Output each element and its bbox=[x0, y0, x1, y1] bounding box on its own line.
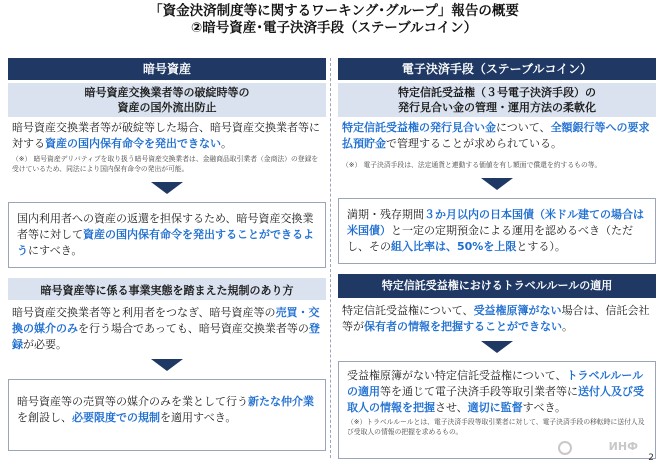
highlight-text: 新たな仲介業 bbox=[248, 395, 314, 408]
text-segment: にすべき。 bbox=[28, 244, 83, 257]
watermark: ИНФ bbox=[608, 440, 638, 453]
right-section1-subheader-line2: 発行見合い金の管理・運用方法の柔軟化 bbox=[398, 101, 596, 114]
left-header: 暗号資産 bbox=[8, 58, 326, 80]
title-line1: 「資金決済制度等に関するワーキング･グループ」報告の概要 bbox=[149, 3, 519, 19]
highlight-text: トラベルルールの適用 bbox=[347, 369, 644, 398]
right-section1-subheader-line1: 特定信託受益権（３号電子決済手段）の bbox=[398, 86, 596, 99]
text-segment: 国内利用者への資産の返還を担保するため、暗号資産交換業者等に対して bbox=[17, 212, 314, 241]
text-segment: 暗号資産交換業者等が破綻等した場合、暗号資産交換業者等に対する bbox=[12, 121, 320, 150]
highlight-text: 組入比率は、50%を上限 bbox=[391, 240, 517, 253]
text-segment: 等を通じて電子決済手段等取引業者等に bbox=[380, 385, 578, 398]
left-section1-proposal-box bbox=[8, 202, 326, 268]
right-section1-text bbox=[338, 120, 656, 152]
text-segment: 。 bbox=[562, 320, 573, 333]
left-section1-subheader bbox=[8, 83, 326, 117]
down-arrow-icon bbox=[481, 178, 513, 190]
page-title bbox=[0, 3, 668, 37]
left-section1-note: （※） 暗号資産デリバティブを取り扱う暗号資産交換業者は、金融商品取引業者（金商法）の登録を受けているため、同法により国内保有命令の発出が可能。 bbox=[12, 155, 319, 173]
highlight-text: 全額銀行等への要求払預貯金 bbox=[342, 121, 650, 150]
text-segment: 。 bbox=[221, 137, 232, 150]
left-section2-text bbox=[8, 305, 326, 353]
text-segment: と一定の定期預金による運用を認めるべき（ただし、その bbox=[347, 224, 633, 253]
down-arrow-icon bbox=[481, 341, 513, 353]
highlight-text: 売買・交換の媒介のみ bbox=[12, 306, 320, 335]
highlight-text: 保有者の情報を把握することができない bbox=[364, 320, 562, 333]
left-section2-proposal-box bbox=[8, 379, 326, 451]
left-section1-text bbox=[8, 120, 326, 152]
text-segment: すべき。 bbox=[522, 401, 567, 414]
right-section2-header: 特定信託受益権におけるトラベルルールの適用 bbox=[338, 274, 656, 298]
right-section2-proposal-text bbox=[347, 368, 647, 416]
right-section1-subheader bbox=[338, 83, 656, 117]
column-divider bbox=[330, 58, 331, 458]
text-segment: について、 bbox=[496, 121, 551, 134]
text-segment: を適用すべき。 bbox=[160, 411, 237, 424]
right-header: 電子決済手段（ステーブルコイン） bbox=[338, 58, 656, 80]
right-section2-text bbox=[338, 303, 656, 335]
highlight-text: 資産の国内保有命令を発出することができるよう bbox=[17, 228, 314, 257]
text-segment: 受益権原簿がない特定信託受益権について、 bbox=[347, 369, 567, 382]
highlight-text: 特定信託受益権の発行見合い金 bbox=[342, 121, 496, 134]
highlight-text: 資産の国内保有命令を発出できない bbox=[45, 137, 221, 150]
highlight-text: ３か月以内の日本国債（米ドル建ての場合は米国債） bbox=[347, 208, 644, 237]
left-section1-subheader-line2: 資産の国外流出防止 bbox=[117, 101, 217, 114]
highlight-text: 適切に監督 bbox=[467, 401, 523, 414]
down-arrow-icon bbox=[151, 182, 183, 194]
text-segment: 場合は、信託会社等が bbox=[342, 304, 650, 333]
text-segment: 暗号資産交換業者等と利用者をつなぎ、暗号資産等の bbox=[12, 306, 276, 319]
highlight-text: 送付人及び受取人の情報を把握 bbox=[347, 385, 644, 414]
left-section2-subheader: 暗号資産等に係る事業実態を踏まえた規制のあり方 bbox=[8, 278, 326, 300]
text-segment: 特定信託受益権について、 bbox=[342, 304, 474, 317]
right-section2-proposal-note: （※）トラベルルールとは、電子決済手段等取引業者に対して、電子決済手段の移転時に送付人及び受取人の情報の把握を求めるもの。 bbox=[347, 418, 645, 436]
text-segment: させ、 bbox=[435, 401, 468, 414]
watermark-logo-icon bbox=[558, 441, 572, 455]
text-segment: 満期・残存期間 bbox=[347, 208, 424, 221]
highlight-text: 必要限度での規制 bbox=[72, 411, 160, 424]
highlight-text: 登録 bbox=[12, 322, 320, 351]
down-arrow-icon bbox=[151, 359, 183, 371]
text-segment: が必要。 bbox=[23, 338, 67, 351]
highlight-text: 受益権原簿がない bbox=[473, 304, 562, 317]
text-segment: を創設し、 bbox=[17, 411, 72, 424]
title-line2: ②暗号資産･電子決済手段（ステーブルコイン） bbox=[190, 20, 478, 36]
text-segment: とする）。 bbox=[516, 240, 566, 253]
page-number: 2 bbox=[648, 453, 654, 463]
text-segment: 暗号資産等の売買等の媒介のみを業として行う bbox=[17, 395, 248, 408]
right-section1-note: （※） 電子決済手段は、法定通貨と連動する価値を有し額面で償還を約するもの等。 bbox=[342, 161, 602, 169]
right-section1-proposal-box bbox=[338, 198, 656, 264]
right-column bbox=[338, 58, 656, 459]
left-column bbox=[8, 58, 326, 451]
text-segment: で管理することが求められている。 bbox=[386, 137, 562, 150]
text-segment: を行う場合であっても、暗号資産交換業者等の bbox=[78, 322, 309, 335]
left-section1-subheader-line1: 暗号資産交換業者等の破綻時等の bbox=[84, 86, 250, 99]
